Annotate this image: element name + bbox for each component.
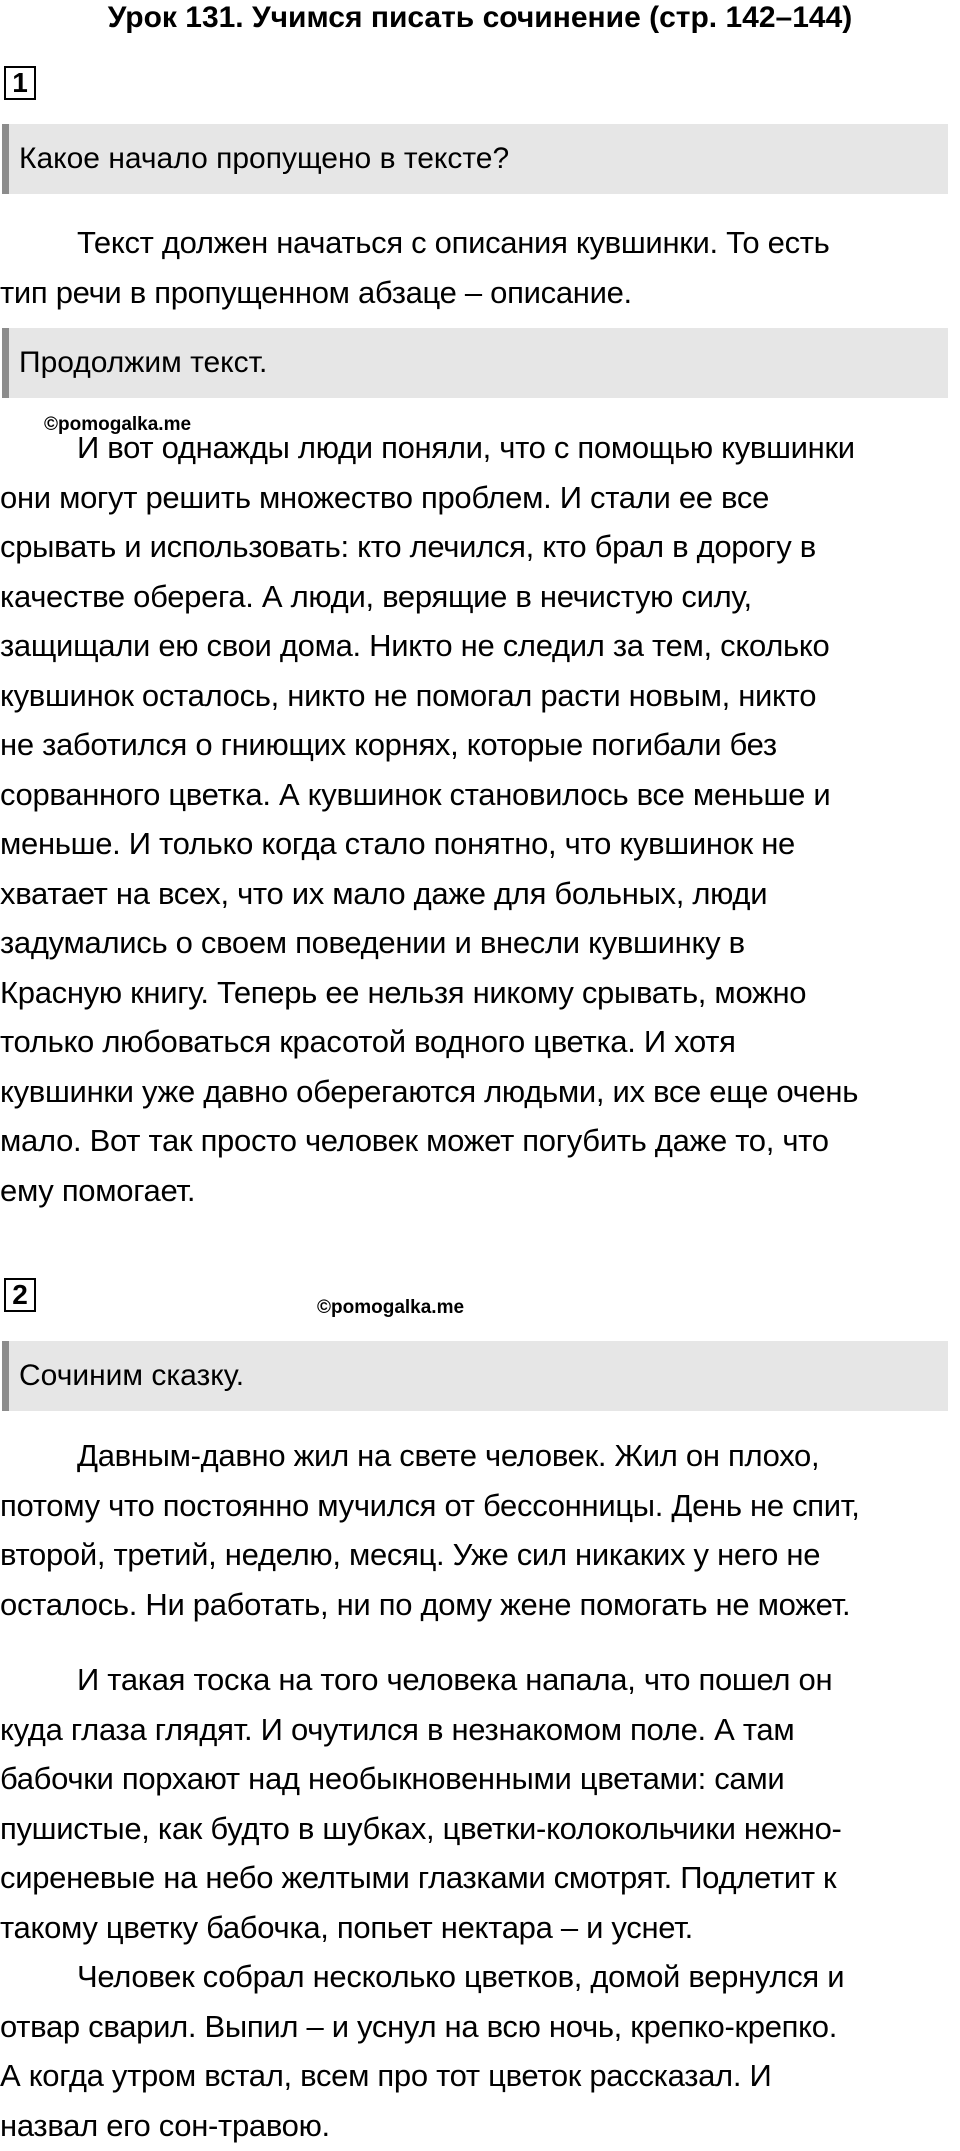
text-line: бабочки порхают над необыкновенными цветами: сами [0,1761,785,1796]
text-line: куда глаза глядят. И очутился в незнакомом поле. А там [0,1711,795,1747]
text-line: только любоваться красотой водного цветка. И хотя [0,1024,736,1059]
text-line: осталось. Ни работать, ни по дому жене помогать не может. [0,1586,851,1622]
text-line: качестве оберега. А люди, верящие в нечистую силу, [0,578,752,614]
text-line: назвал его сон-травою. [0,2107,330,2143]
page-title: Урок 131. Учимся писать сочинение (стр. 142–144) [107,1,853,34]
answer-text-missing-beginning [0,218,960,317]
fairy-tale-paragraph-1 [0,1431,960,1629]
text-line: мало. Вот так просто человек может погубить даже то, что [0,1123,829,1158]
text-line: ему помогает. [0,1172,196,1208]
question-text: Какое начало пропущено в тексте? [19,142,510,175]
question-banner-fairy-tale [2,1341,948,1411]
fairy-tale-paragraph-3 [0,1952,960,2150]
continued-story-text [0,423,960,1215]
text-line: не заботился о гниющих корнях, которые погибали без [0,727,777,762]
question-text: Продолжим текст. [19,346,268,379]
text-line: отвар сварил. Выпил – и уснул на всю ночь, крепко-крепко. [0,2008,838,2044]
text-line: такому цветку бабочка, попьет нектара – и уснет. [0,1909,693,1945]
text-line: тип речи в пропущенном абзаце – описание. [0,274,632,310]
text-line: кувшинок осталось, никто не помогал расти новым, никто [0,677,817,713]
text-line: Текст должен начаться с описания кувшинки. То есть [77,225,830,260]
text-line: задумались о своем поведении и внесли кувшинку в [0,925,745,960]
watermark: ©pomogalka.me [44,414,192,435]
text-line: Человек собрал несколько цветков, домой вернулся и [77,1959,845,1994]
question-text: Сочиним сказку. [19,1359,245,1392]
task-number-2: 2 [4,1278,36,1312]
question-banner-missing-beginning [2,124,948,194]
fairy-tale-paragraph-2 [0,1655,960,1952]
text-line: они могут решить множество проблем. И стали ее все [0,479,770,515]
text-line: И такая тоска на того человека напала, что пошел он [77,1662,833,1697]
text-line: кувшинки уже давно оберегаются людьми, их все еще очень [0,1073,859,1109]
question-banner-continue-text [2,328,948,398]
text-line: Красную книгу. Теперь ее нельзя никому срывать, можно [0,974,807,1010]
text-line: хватает на всех, что их мало даже для больных, люди [0,875,768,911]
text-line: меньше. И только когда стало понятно, что кувшинок не [0,826,795,861]
text-line: И вот однажды люди поняли, что с помощью кувшинки [77,430,855,465]
text-line: второй, третий, неделю, месяц. Уже сил никаких у него не [0,1537,821,1572]
text-line: сиреневые на небо желтыми глазками смотрят. Подлетит к [0,1860,837,1895]
text-line: срывать и использовать: кто лечился, кто брал в дорогу в [0,529,816,564]
watermark: ©pomogalka.me [317,1297,465,1318]
text-line: защищали ею свои дома. Никто не следил за тем, сколько [0,628,830,663]
text-line: потому что постоянно мучился от бессонницы. День не спит, [0,1487,860,1523]
task-number-1: 1 [4,66,36,100]
text-line: пушистые, как будто в шубках, цветки-колокольчики нежно- [0,1810,842,1846]
text-line: сорванного цветка. А кувшинок становилось все меньше и [0,776,831,812]
text-line: А когда утром встал, всем про тот цветок рассказал. И [0,2058,772,2093]
text-line: Давным-давно жил на свете человек. Жил он плохо, [77,1438,820,1473]
